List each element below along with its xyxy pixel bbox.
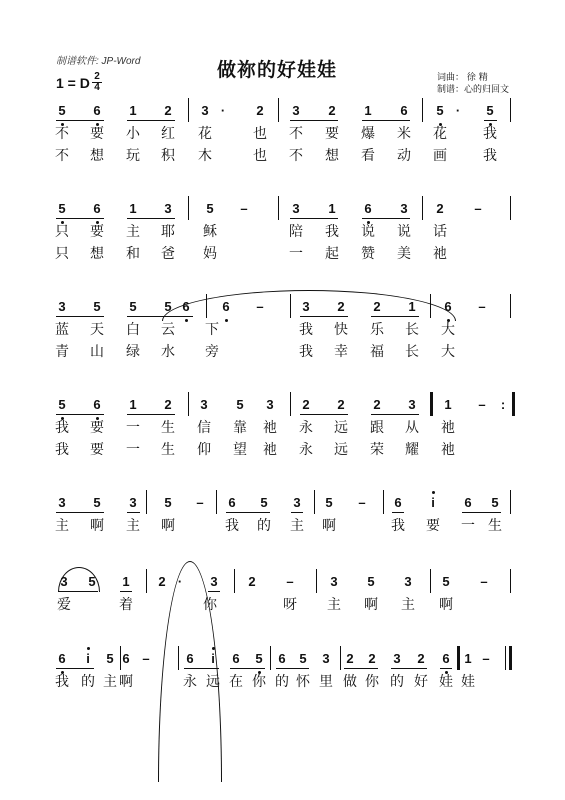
note: 3 — [58, 299, 66, 314]
final-barline-thick — [509, 646, 512, 670]
eighth-beam — [56, 414, 104, 415]
eighth-beam — [462, 512, 501, 513]
lyric-char: 陪 — [289, 224, 303, 240]
lyric-char: 只 — [55, 246, 69, 262]
note: 6 — [464, 495, 472, 510]
lyric-char: 我 — [299, 344, 313, 360]
octave-dot-above — [87, 647, 90, 650]
lyric-char: 永 — [183, 674, 197, 690]
note: 2 — [158, 574, 166, 589]
lyric-char: 好 — [414, 674, 428, 690]
note: 1 — [464, 651, 472, 666]
note-symbol: · — [220, 103, 226, 118]
note: 5 — [491, 495, 499, 510]
eighth-beam — [440, 668, 452, 669]
lyric-char: 的 — [81, 674, 95, 690]
lyric-char: 画 — [433, 148, 447, 164]
note: 3 — [330, 574, 338, 589]
barline — [316, 569, 317, 593]
final-barline — [430, 392, 433, 416]
eighth-beam — [120, 591, 132, 592]
lyric-char: 娃 — [461, 674, 475, 690]
key-signature: 1 = D — [56, 75, 90, 91]
note: 3 — [266, 397, 274, 412]
lyric-char: 要 — [426, 518, 440, 534]
note-symbol: – — [196, 495, 204, 510]
note-symbol: – — [358, 495, 366, 510]
lyric-char: 望 — [233, 442, 247, 458]
lyric-char: 啊 — [364, 597, 378, 613]
lyric-char: 起 — [325, 246, 339, 262]
note-symbol: – — [286, 574, 294, 589]
note: 2 — [164, 103, 172, 118]
note-symbol: – — [256, 299, 264, 314]
note: 6 — [442, 651, 450, 666]
note: 3 — [408, 397, 416, 412]
lyric-char: 永 — [299, 442, 313, 458]
eighth-beam — [276, 668, 309, 669]
note: 1 — [129, 103, 137, 118]
barline — [314, 490, 315, 514]
barline — [270, 646, 271, 670]
lyric-char: 不 — [55, 126, 69, 142]
note: 2 — [328, 103, 336, 118]
lyric-char: 福 — [370, 344, 384, 360]
lyric-char: 远 — [334, 420, 348, 436]
eighth-beam — [56, 218, 104, 219]
note: 3 — [292, 201, 300, 216]
note-symbol: – — [478, 397, 486, 412]
note: 6 — [232, 651, 240, 666]
note: 6 — [278, 651, 286, 666]
lyric-char: 绿 — [126, 344, 140, 360]
lyric-char: 一 — [126, 442, 140, 458]
lyric-char: 旁 — [205, 344, 219, 360]
octave-dot-above — [212, 647, 215, 650]
lyric-char: 青 — [55, 344, 69, 360]
note: 3 — [164, 201, 172, 216]
note: 6 — [122, 651, 130, 666]
barline — [234, 569, 235, 593]
barline — [422, 98, 423, 122]
note: 6 — [444, 299, 452, 314]
lyric-char: 木 — [198, 148, 212, 164]
barline — [510, 569, 511, 593]
note-symbol: · — [455, 103, 461, 118]
note: 6 — [58, 651, 66, 666]
note-symbol: – — [474, 201, 482, 216]
note: 3 — [293, 495, 301, 510]
barline — [188, 392, 189, 416]
lyric-char: 爸 — [161, 246, 175, 262]
note: 2 — [164, 397, 172, 412]
note: 2 — [417, 651, 425, 666]
note: 6 — [186, 651, 194, 666]
lyric-char: 祂 — [263, 442, 277, 458]
octave-dot-above — [432, 491, 435, 494]
lyric-char: 啊 — [161, 518, 175, 534]
lyric-char: 妈 — [203, 246, 217, 262]
barline — [422, 196, 423, 220]
note: 3 — [404, 574, 412, 589]
lyric-char: 主 — [290, 518, 304, 534]
lyric-char: 说 — [397, 224, 411, 240]
note-symbol: – — [478, 299, 486, 314]
note-symbol: – — [480, 574, 488, 589]
repeat-barline — [512, 392, 515, 416]
eighth-beam — [362, 120, 410, 121]
lyric-char: 和 — [126, 246, 140, 262]
eighth-beam — [371, 414, 419, 415]
lyric-char: 想 — [325, 148, 339, 164]
lyric-char: 我 — [299, 322, 313, 338]
eighth-beam — [226, 512, 270, 513]
barline — [278, 98, 279, 122]
barline — [146, 569, 147, 593]
lyric-char: 的 — [390, 674, 404, 690]
barline — [216, 490, 217, 514]
note-symbol: · — [177, 574, 183, 589]
lyric-char: 啊 — [90, 518, 104, 534]
time-signature — [91, 72, 103, 93]
eighth-beam — [290, 218, 338, 219]
lyric-char: 不 — [289, 126, 303, 142]
lyric-char: 主 — [327, 597, 341, 613]
note: 5 — [442, 574, 450, 589]
note: 2 — [368, 651, 376, 666]
lyric-char: 要 — [90, 442, 104, 458]
song-title: 做祢的好娃娃 — [217, 59, 338, 81]
lyric-char: 要 — [90, 420, 104, 436]
note: 1 — [129, 397, 137, 412]
note: 3 — [201, 103, 209, 118]
note: 2 — [337, 299, 345, 314]
lyric-char: 耶 — [161, 224, 175, 240]
final-barline-thin — [505, 646, 506, 670]
eighth-beam — [208, 591, 220, 592]
note: 1 — [122, 574, 130, 589]
lyric-char: 远 — [206, 674, 220, 690]
lyric-char: 看 — [361, 148, 375, 164]
eighth-beam — [127, 414, 175, 415]
lyric-char: 生 — [161, 420, 175, 436]
note: 3 — [129, 495, 137, 510]
lyric-char: 花 — [433, 126, 447, 142]
barline — [146, 490, 147, 514]
lyric-char: 我 — [55, 420, 69, 436]
lyrics-music-credit: 词曲： 徐 精 — [437, 73, 488, 83]
eighth-beam — [290, 120, 338, 121]
lyric-char: 话 — [433, 224, 447, 240]
eighth-beam — [127, 512, 140, 513]
lyric-char: 花 — [198, 126, 212, 142]
barline — [510, 98, 511, 122]
note: 5 — [164, 495, 172, 510]
barline — [510, 196, 511, 220]
notation-credit: 制谱：心的归回文 — [437, 85, 510, 95]
note: 6 — [93, 397, 101, 412]
lyric-char: 我 — [225, 518, 239, 534]
lyric-char: 你 — [252, 674, 266, 690]
lyric-char: 主 — [126, 518, 140, 534]
lyric-char: 幸 — [334, 344, 348, 360]
lyric-char: 我 — [55, 442, 69, 458]
note: 3 — [393, 651, 401, 666]
lyric-char: 祂 — [263, 420, 277, 436]
note-symbol: : — [500, 397, 506, 412]
eighth-beam — [56, 316, 104, 317]
lyric-char: 主 — [401, 597, 415, 613]
lyric-char: 大 — [441, 322, 455, 338]
lyric-char: 啊 — [322, 518, 336, 534]
lyric-char: 赞 — [361, 246, 375, 262]
note: 5 — [436, 103, 444, 118]
lyric-char: 一 — [461, 518, 475, 534]
lyric-char: 想 — [90, 246, 104, 262]
note: 5 — [255, 651, 263, 666]
note: 5 — [93, 299, 101, 314]
note: 5 — [325, 495, 333, 510]
lyric-char: 做 — [343, 674, 357, 690]
note: 2 — [373, 299, 381, 314]
note: 5 — [260, 495, 268, 510]
lyric-char: 也 — [253, 126, 267, 142]
lyric-char: 大 — [441, 344, 455, 360]
note-symbol: – — [482, 651, 490, 666]
eighth-beam — [184, 668, 219, 669]
lyric-char: 祂 — [441, 442, 455, 458]
lyric-char: 跟 — [370, 420, 384, 436]
note: 1 — [328, 201, 336, 216]
note: 6 — [364, 201, 372, 216]
barline — [383, 490, 384, 514]
lyric-char: 也 — [253, 148, 267, 164]
lyric-char: 要 — [90, 126, 104, 142]
lyric-char: 娃 — [439, 674, 453, 690]
lyric-char: 里 — [319, 674, 333, 690]
barline — [120, 646, 121, 670]
lyric-char: 你 — [203, 597, 217, 613]
note: 3 — [400, 201, 408, 216]
lyric-char: 玩 — [126, 148, 140, 164]
lyric-char: 从 — [405, 420, 419, 436]
lyric-char: 一 — [289, 246, 303, 262]
note: i — [86, 651, 90, 666]
lyric-char: 红 — [161, 126, 175, 142]
lyric-char: 稣 — [203, 224, 217, 240]
note: 5 — [486, 103, 494, 118]
lyric-char: 怀 — [296, 674, 310, 690]
note: 3 — [302, 299, 310, 314]
lyric-char: 仰 — [197, 442, 211, 458]
lyric-char: 生 — [161, 442, 175, 458]
eighth-beam — [484, 120, 497, 121]
lyric-char: 动 — [397, 148, 411, 164]
note: 3 — [58, 495, 66, 510]
eighth-beam — [362, 218, 410, 219]
note: 6 — [400, 103, 408, 118]
note: 5 — [106, 651, 114, 666]
lyric-char: 祂 — [441, 420, 455, 436]
eighth-beam — [127, 120, 175, 121]
lyric-char: 永 — [299, 420, 313, 436]
note: 2 — [302, 397, 310, 412]
lyric-char: 呀 — [283, 597, 297, 613]
barline — [178, 646, 179, 670]
note: 5 — [164, 299, 172, 314]
lyric-char: 米 — [397, 126, 411, 142]
note: 5 — [206, 201, 214, 216]
lyric-char: 生 — [488, 518, 502, 534]
lyric-char: 蓝 — [55, 322, 69, 338]
note: 5 — [236, 397, 244, 412]
lyric-char: 主 — [55, 518, 69, 534]
note: 1 — [364, 103, 372, 118]
slur — [58, 567, 100, 592]
lyric-char: 信 — [197, 420, 211, 436]
note: 3 — [322, 651, 330, 666]
time-signature-top: 2 — [94, 71, 100, 82]
note: 6 — [93, 103, 101, 118]
lyric-char: 我 — [483, 126, 497, 142]
lyric-char: 乐 — [370, 322, 384, 338]
lyric-char: 我 — [483, 148, 497, 164]
note: 3 — [60, 574, 68, 589]
note: 2 — [436, 201, 444, 216]
lyric-char: 我 — [325, 224, 339, 240]
note: 3 — [200, 397, 208, 412]
note: 6 — [222, 299, 230, 314]
barline — [340, 646, 341, 670]
note: 5 — [299, 651, 307, 666]
note: 5 — [58, 397, 66, 412]
lyric-char: 主 — [126, 224, 140, 240]
lyric-char: 小 — [126, 126, 140, 142]
barline — [510, 490, 511, 514]
lyric-char: 长 — [405, 344, 419, 360]
lyric-char: 我 — [55, 674, 69, 690]
lyric-char: 不 — [289, 148, 303, 164]
software-credit: 制谱软件: JP-Word — [56, 56, 141, 67]
lyric-char: 美 — [397, 246, 411, 262]
lyric-char: 云 — [161, 322, 175, 338]
barline — [430, 569, 431, 593]
note: 2 — [346, 651, 354, 666]
note-symbol: – — [240, 201, 248, 216]
note-symbol: – — [142, 651, 150, 666]
note: i — [211, 651, 215, 666]
lyric-char: 只 — [55, 224, 69, 240]
lyric-char: 积 — [161, 148, 175, 164]
lyric-char: 说 — [361, 224, 375, 240]
note: 1 — [408, 299, 416, 314]
note: 5 — [58, 103, 66, 118]
note: 1 — [444, 397, 452, 412]
eighth-beam — [344, 668, 378, 669]
note: 5 — [93, 495, 101, 510]
lyric-char: 啊 — [439, 597, 453, 613]
lyric-char: 山 — [90, 344, 104, 360]
eighth-beam — [391, 668, 427, 669]
note: 5 — [367, 574, 375, 589]
lyric-char: 你 — [365, 674, 379, 690]
lyric-char: 祂 — [433, 246, 447, 262]
lyric-char: 爆 — [361, 126, 375, 142]
lyric-char: 一 — [126, 420, 140, 436]
lyric-char: 要 — [325, 126, 339, 142]
note: 1 — [129, 201, 137, 216]
lyric-char: 远 — [334, 442, 348, 458]
barline — [290, 392, 291, 416]
lyric-char: 想 — [90, 148, 104, 164]
lyric-char: 在 — [229, 674, 243, 690]
eighth-beam — [56, 120, 104, 121]
lyric-char: 快 — [334, 322, 348, 338]
note: 2 — [248, 574, 256, 589]
lyric-char: 长 — [405, 322, 419, 338]
note: 6 — [394, 495, 402, 510]
barline — [188, 98, 189, 122]
eighth-beam — [230, 668, 265, 669]
eighth-beam — [300, 414, 348, 415]
eighth-beam — [56, 512, 104, 513]
final-barline — [457, 646, 460, 670]
barline — [188, 196, 189, 220]
slur — [158, 561, 222, 782]
lyric-char: 啊 — [119, 674, 133, 690]
lyric-char: 主 — [103, 674, 117, 690]
note: 2 — [256, 103, 264, 118]
eighth-beam — [127, 218, 175, 219]
lyric-char: 我 — [391, 518, 405, 534]
note: 5 — [58, 201, 66, 216]
barline — [278, 196, 279, 220]
time-signature-bottom: 4 — [94, 82, 100, 93]
lyric-char: 荣 — [370, 442, 384, 458]
note: 3 — [210, 574, 218, 589]
lyric-char: 爱 — [57, 597, 71, 613]
lyric-char: 靠 — [233, 420, 247, 436]
lyric-char: 的 — [257, 518, 271, 534]
eighth-beam — [291, 512, 303, 513]
lyric-char: 着 — [119, 597, 133, 613]
eighth-beam — [392, 512, 404, 513]
note: 6 — [182, 299, 190, 314]
note: 2 — [373, 397, 381, 412]
lyric-char: 不 — [55, 148, 69, 164]
lyric-char: 水 — [161, 344, 175, 360]
lyric-char: 要 — [90, 224, 104, 240]
lyric-char: 白 — [126, 322, 140, 338]
note: 6 — [93, 201, 101, 216]
eighth-beam — [56, 668, 94, 669]
note: 5 — [88, 574, 96, 589]
lyric-char: 下 — [205, 322, 219, 338]
lyric-char: 耀 — [405, 442, 419, 458]
note: 6 — [228, 495, 236, 510]
note: 5 — [129, 299, 137, 314]
lyric-char: 的 — [275, 674, 289, 690]
barline — [510, 294, 511, 318]
note: 2 — [337, 397, 345, 412]
lyric-char: 天 — [90, 322, 104, 338]
note: i — [431, 495, 435, 510]
note: 3 — [292, 103, 300, 118]
